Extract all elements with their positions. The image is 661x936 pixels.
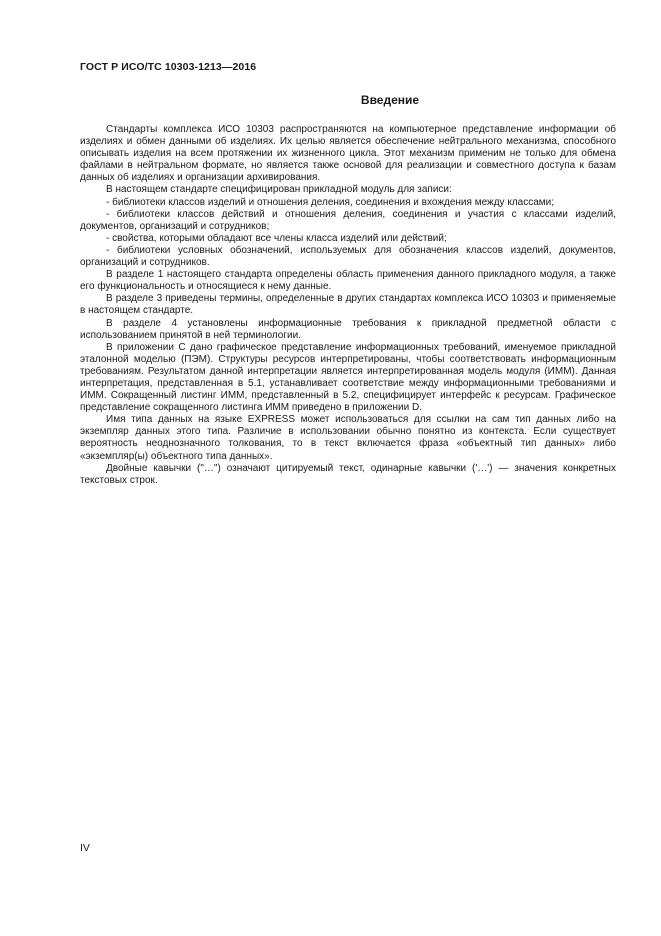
paragraph: В разделе 1 настоящего стандарта определены область применения данного прикладного модуля, а также его функциональность и относящиеся к нему данные. (80, 269, 616, 293)
paragraph: В настоящем стандарте специфицирован прикладной модуль для записи: (106, 184, 452, 196)
paragraph: Двойные кавычки ("…") означают цитируемый текст, одинарные кавычки ('…') — значения конкретных текстовых строк. (80, 462, 616, 486)
list-item: - библиотеки классов изделий и отношения деления, соединения и вхождения между классами; (106, 196, 555, 208)
paragraph: В разделе 4 установлены информационные требования к прикладной предметной области с использованием принятой в ней терминологии. (80, 317, 616, 341)
paragraph: Имя типа данных на языке EXPRESS может использоваться для ссылки на сам тип данных либо на экземпляр данных этого типа. Различие в использовании обычно понятно из контекста. Если существует вероятность неоднозначного толкования, то в текст включается фраза «объектный тип данных» либо «экземпляр(ы) объектного типа данных». (80, 414, 616, 462)
list-item: - свойства, которыми обладают все члены класса изделий или действий; (106, 232, 447, 244)
section-title: Введение (360, 93, 420, 107)
paragraph: Стандарты комплекса ИСО 10303 распространяются на компьютерное представление информации об изделиях и обмен данными об изделиях. Их целью является обеспечение нейтрального механизма, способного описывать изделия на всем протяжении их жизненного цикла. Этот механизм применим не только для обмена файлами в нейтральном формате, но является также основой для реализации и совместного доступа к базам данных об изделиях и организации архивирования. (80, 124, 616, 184)
paragraph: В разделе 3 приведены термины, определенные в других стандартах комплекса ИСО 10303 и применяемые в настоящем стандарте. (80, 293, 616, 317)
list-item: - библиотеки условных обозначений, используемых для обозначения классов изделий, документов, организаций и сотрудников. (80, 244, 616, 269)
paragraph: В приложении С дано графическое представление информационных требований, именуемое прикладной эталонной моделью (ПЭМ). Структуры ресурсов интерпретированы, чтобы соответствовать информационным требованиям. Результатом данной интерпретации является интерпретированная модель модуля (ИММ). Данная интерпретация, представленная в 5.1, устанавливает соответствие между информационными требованиями и ИММ. Сокращенный листинг ИММ, представленный в 5.2, специфицирует интерфейс к ресурсам. Графическое представление сокращенного листинга ИММ приведено в приложении D. (80, 341, 616, 414)
list-item: - библиотеки классов действий и отношения деления, соединения и участия с классами изделий, документов, организаций и сотрудников; (80, 208, 616, 232)
page-number: IV (80, 842, 90, 854)
document-code: ГОСТ Р ИСО/ТС 10303-1213—2016 (80, 61, 257, 73)
document-body (80, 124, 616, 487)
